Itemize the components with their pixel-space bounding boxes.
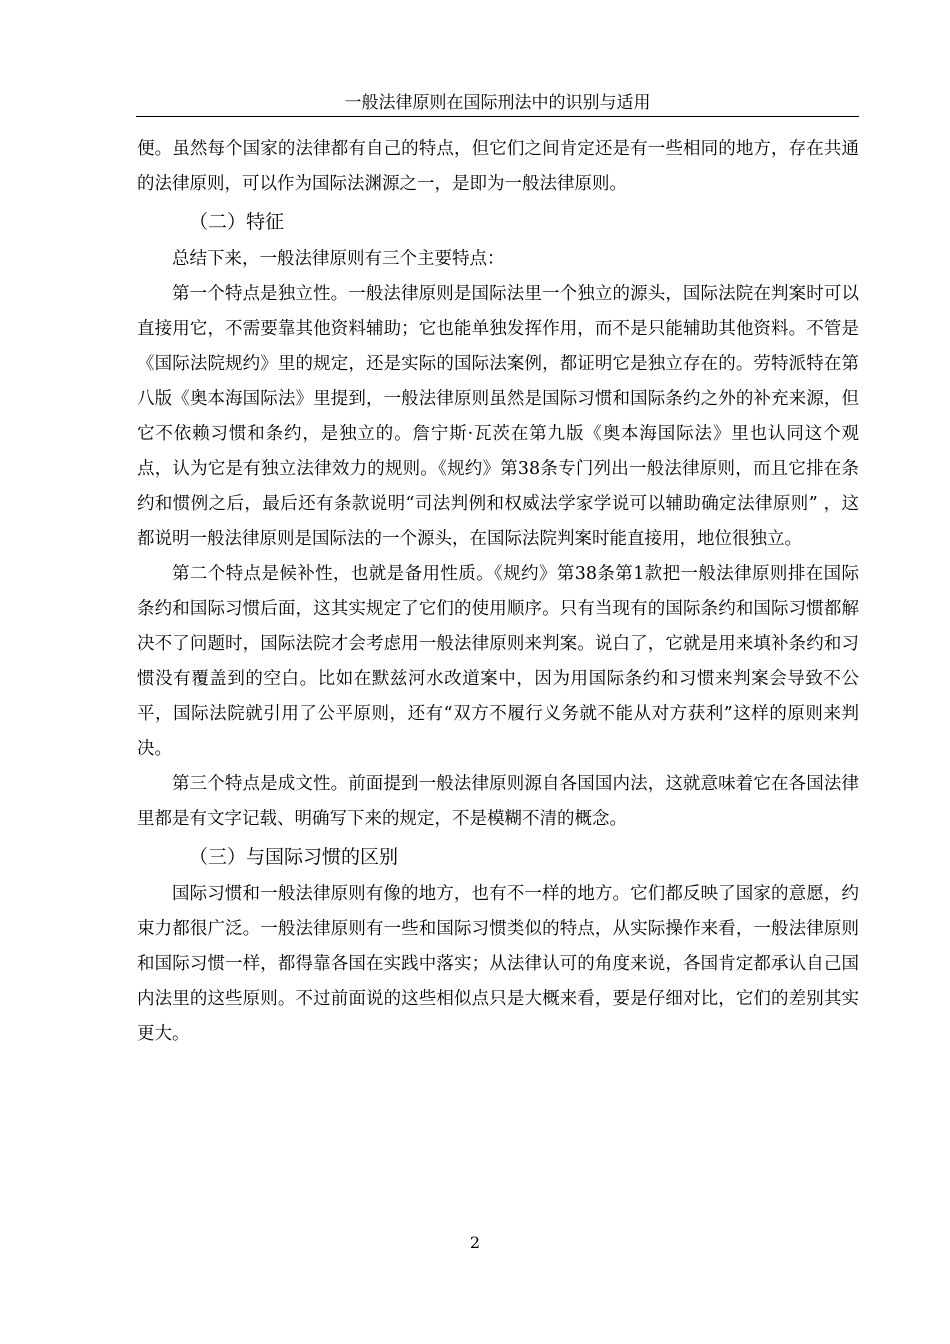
paragraph-independence: 第一个特点是独立性。一般法律原则是国际法里一个独立的源头，国际法院在判案时可以直接用它，不需要靠其他资料辅助；它也能单独发挥作用，而不是只能辅助其他资料。不管是《国际法院规约》里的规定，还是实际的国际法案例，都证明它是独立存在的。劳特派特在第八版《奥本海国际法》里提到，一般法律原则虽然是国际习惯和国际条约之外的补充来源，但它不依赖习惯和条约，是独立的。詹宁斯·瓦茨在第九版《奥本海国际法》里也认同这个观点，认为它是有独立法律效力的规则。《规约》第38条专门列出一般法律原则，而且它排在条约和惯例之后，最后还有条款说明“司法判例和权威法学家学说可以辅助确定法律原则” ，这都说明一般法律原则是国际法的一个源头，在国际法院判案时能直接用，地位很独立。	[137, 284, 859, 549]
paragraph-continuation: 便。虽然每个国家的法律都有自己的特点，但它们之间肯定还是有一些相同的地方，存在共通的法律原则，可以作为国际法渊源之一，是即为一般法律原则。	[137, 139, 859, 194]
paragraph-supplementary: 第二个特点是候补性，也就是备用性质。《规约》第38条第1款把一般法律原则排在国际条约和国际习惯后面，这其实规定了它们的使用顺序。只有当现有的国际条约和国际习惯都解决不了问题时，国际法院才会考虑用一般法律原则来判案。说白了，它就是用来填补条约和习惯没有覆盖到的空白。比如在默兹河水改道案中，因为用国际条约和习惯来判案会导致不公平，国际法院就引用了公平原则，还有“双方不履行义务就不能从对方获利”这样的原则来判决。	[137, 564, 859, 759]
section-heading-characteristics: （二）特征	[189, 211, 285, 233]
paragraph-intro: 总结下来，一般法律原则有三个主要特点：	[172, 249, 505, 269]
body-text	[137, 132, 859, 1052]
paragraph-custom-comparison: 国际习惯和一般法律原则有像的地方，也有不一样的地方。它们都反映了国家的意愿，约束力都很广泛。一般法律原则有一些和国际习惯类似的特点，从实际操作来看，一般法律原则和国际习惯一样，都得靠各国在实践中落实；从法律认可的角度来说，各国肯定都承认自己国内法里的这些原则。不过前面说的这些相似点只是大概来看，要是仔细对比，它们的差别其实更大。	[137, 884, 859, 1044]
running-header: 一般法律原则在国际刑法中的识别与适用	[136, 90, 859, 117]
paragraph-written-form: 第三个特点是成文性。前面提到一般法律原则源自各国国内法，这就意味着它在各国法律里都是有文字记载、明确写下来的规定，不是模糊不清的概念。	[137, 774, 859, 829]
section-heading-difference: （三）与国际习惯的区别	[189, 846, 399, 868]
page-number: 2	[469, 1233, 481, 1252]
